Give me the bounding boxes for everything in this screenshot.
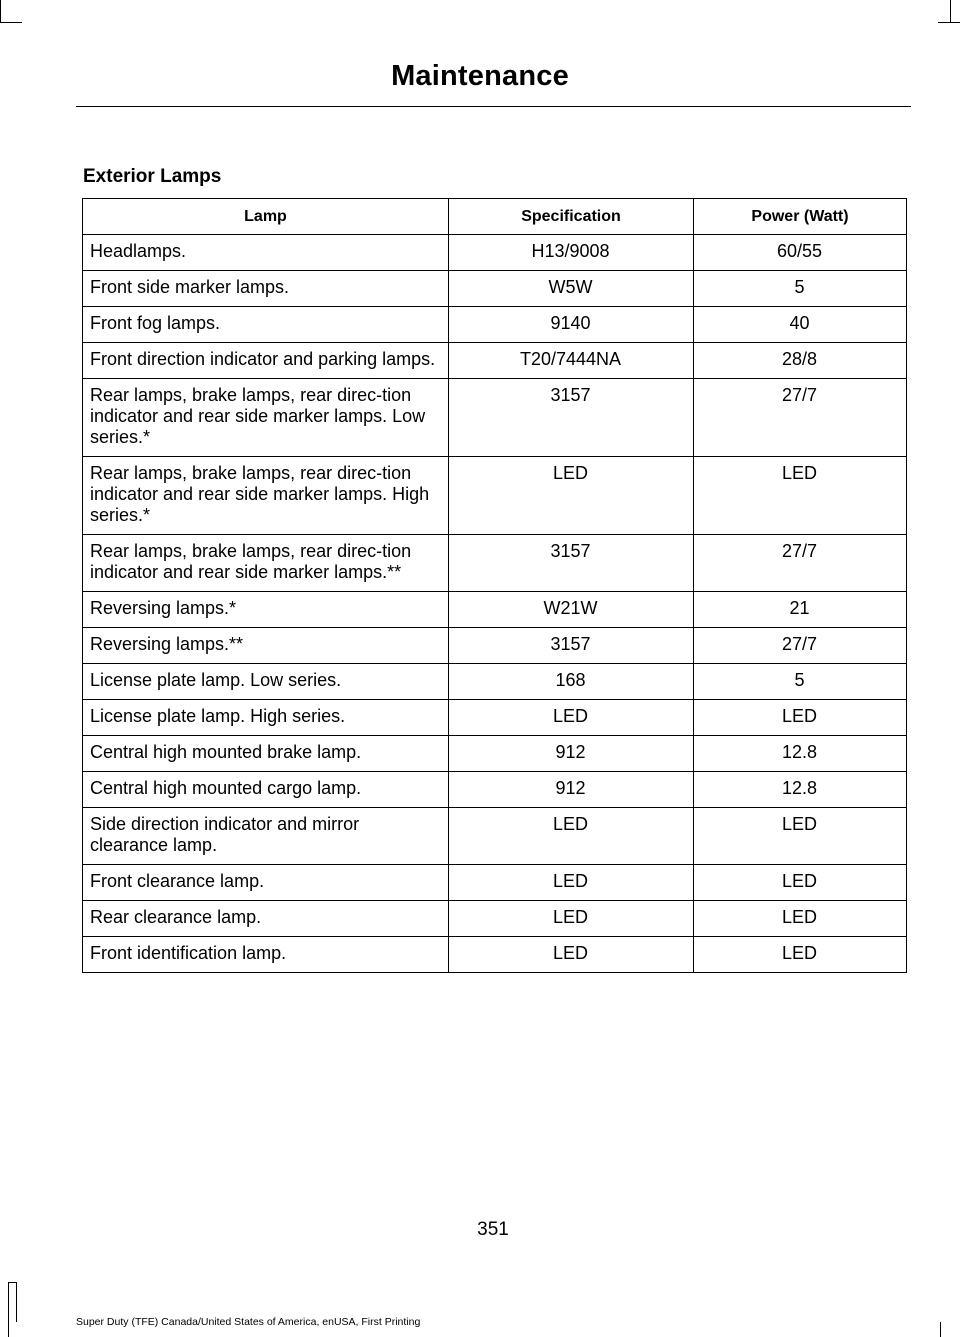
- crop-mark: [0, 0, 1, 22]
- cell-lamp: Front identification lamp.: [83, 937, 449, 973]
- cell-spec: 9140: [449, 307, 694, 343]
- table-row: [83, 307, 907, 343]
- cell-spec: LED: [449, 865, 694, 901]
- cell-power: 21: [694, 592, 907, 628]
- table-row: [83, 772, 907, 808]
- table-row: [83, 865, 907, 901]
- table-row: [83, 271, 907, 307]
- column-header-specification: Specification: [449, 199, 694, 235]
- cell-power: LED: [694, 937, 907, 973]
- table-row: [83, 808, 907, 865]
- cell-power: 60/55: [694, 235, 907, 271]
- table-header-row: [83, 199, 907, 235]
- crop-mark: [8, 1282, 9, 1337]
- cell-spec: W5W: [449, 271, 694, 307]
- page-number: 351: [477, 1219, 509, 1240]
- cell-spec: LED: [449, 937, 694, 973]
- cell-lamp: Headlamps.: [83, 235, 449, 271]
- cell-spec: LED: [449, 700, 694, 736]
- cell-power: 5: [694, 664, 907, 700]
- table-row: [83, 343, 907, 379]
- cell-spec: LED: [449, 457, 694, 535]
- crop-mark: [16, 1282, 17, 1322]
- cell-spec: H13/9008: [449, 235, 694, 271]
- cell-spec: 912: [449, 772, 694, 808]
- table-row: [83, 628, 907, 664]
- cell-spec: T20/7444NA: [449, 343, 694, 379]
- table-row: [83, 901, 907, 937]
- page-header-title: Maintenance: [391, 60, 569, 92]
- section-title: Exterior Lamps: [83, 166, 222, 187]
- cell-spec: 168: [449, 664, 694, 700]
- cell-lamp: License plate lamp. High series.: [83, 700, 449, 736]
- crop-mark: [0, 22, 22, 23]
- cell-lamp: Rear lamps, brake lamps, rear direc-tion indicator and rear side marker lamps. High series.*: [83, 457, 449, 535]
- cell-spec: LED: [449, 901, 694, 937]
- crop-mark: [8, 1282, 16, 1283]
- cell-lamp: License plate lamp. Low series.: [83, 664, 449, 700]
- cell-lamp: Front fog lamps.: [83, 307, 449, 343]
- cell-lamp: Front side marker lamps.: [83, 271, 449, 307]
- crop-mark: [950, 0, 951, 22]
- cell-power: LED: [694, 865, 907, 901]
- table-row: [83, 664, 907, 700]
- column-header-lamp: Lamp: [83, 199, 449, 235]
- cell-lamp: Central high mounted brake lamp.: [83, 736, 449, 772]
- cell-lamp: Reversing lamps.**: [83, 628, 449, 664]
- cell-spec: 912: [449, 736, 694, 772]
- cell-lamp: Rear lamps, brake lamps, rear direc-tion indicator and rear side marker lamps. Low series.*: [83, 379, 449, 457]
- exterior-lamps-table: [82, 198, 907, 973]
- table-row: [83, 700, 907, 736]
- cell-lamp: Rear lamps, brake lamps, rear direc-tion indicator and rear side marker lamps.**: [83, 535, 449, 592]
- cell-lamp: Side direction indicator and mirror clearance lamp.: [83, 808, 449, 865]
- cell-spec: W21W: [449, 592, 694, 628]
- cell-spec: 3157: [449, 535, 694, 592]
- cell-power: 27/7: [694, 379, 907, 457]
- cell-lamp: Rear clearance lamp.: [83, 901, 449, 937]
- cell-power: 27/7: [694, 628, 907, 664]
- header-rule: [76, 106, 911, 107]
- cell-power: LED: [694, 457, 907, 535]
- cell-lamp: Central high mounted cargo lamp.: [83, 772, 449, 808]
- cell-power: 40: [694, 307, 907, 343]
- cell-lamp: Front direction indicator and parking lamps.: [83, 343, 449, 379]
- table-row: [83, 235, 907, 271]
- footer-text: Super Duty (TFE) Canada/United States of America, enUSA, First Printing: [76, 1316, 421, 1328]
- table-row: [83, 937, 907, 973]
- cell-spec: LED: [449, 808, 694, 865]
- cell-power: 5: [694, 271, 907, 307]
- table-row: [83, 592, 907, 628]
- table-row: [83, 736, 907, 772]
- cell-lamp: Front clearance lamp.: [83, 865, 449, 901]
- cell-lamp: Reversing lamps.*: [83, 592, 449, 628]
- crop-mark: [940, 1322, 941, 1337]
- cell-power: 28/8: [694, 343, 907, 379]
- cell-spec: 3157: [449, 628, 694, 664]
- table-row: [83, 535, 907, 592]
- cell-power: LED: [694, 700, 907, 736]
- crop-mark: [938, 22, 960, 23]
- table-row: [83, 457, 907, 535]
- table-row: [83, 379, 907, 457]
- cell-power: 27/7: [694, 535, 907, 592]
- cell-power: LED: [694, 808, 907, 865]
- cell-spec: 3157: [449, 379, 694, 457]
- cell-power: LED: [694, 901, 907, 937]
- column-header-power: Power (Watt): [694, 199, 907, 235]
- cell-power: 12.8: [694, 772, 907, 808]
- cell-power: 12.8: [694, 736, 907, 772]
